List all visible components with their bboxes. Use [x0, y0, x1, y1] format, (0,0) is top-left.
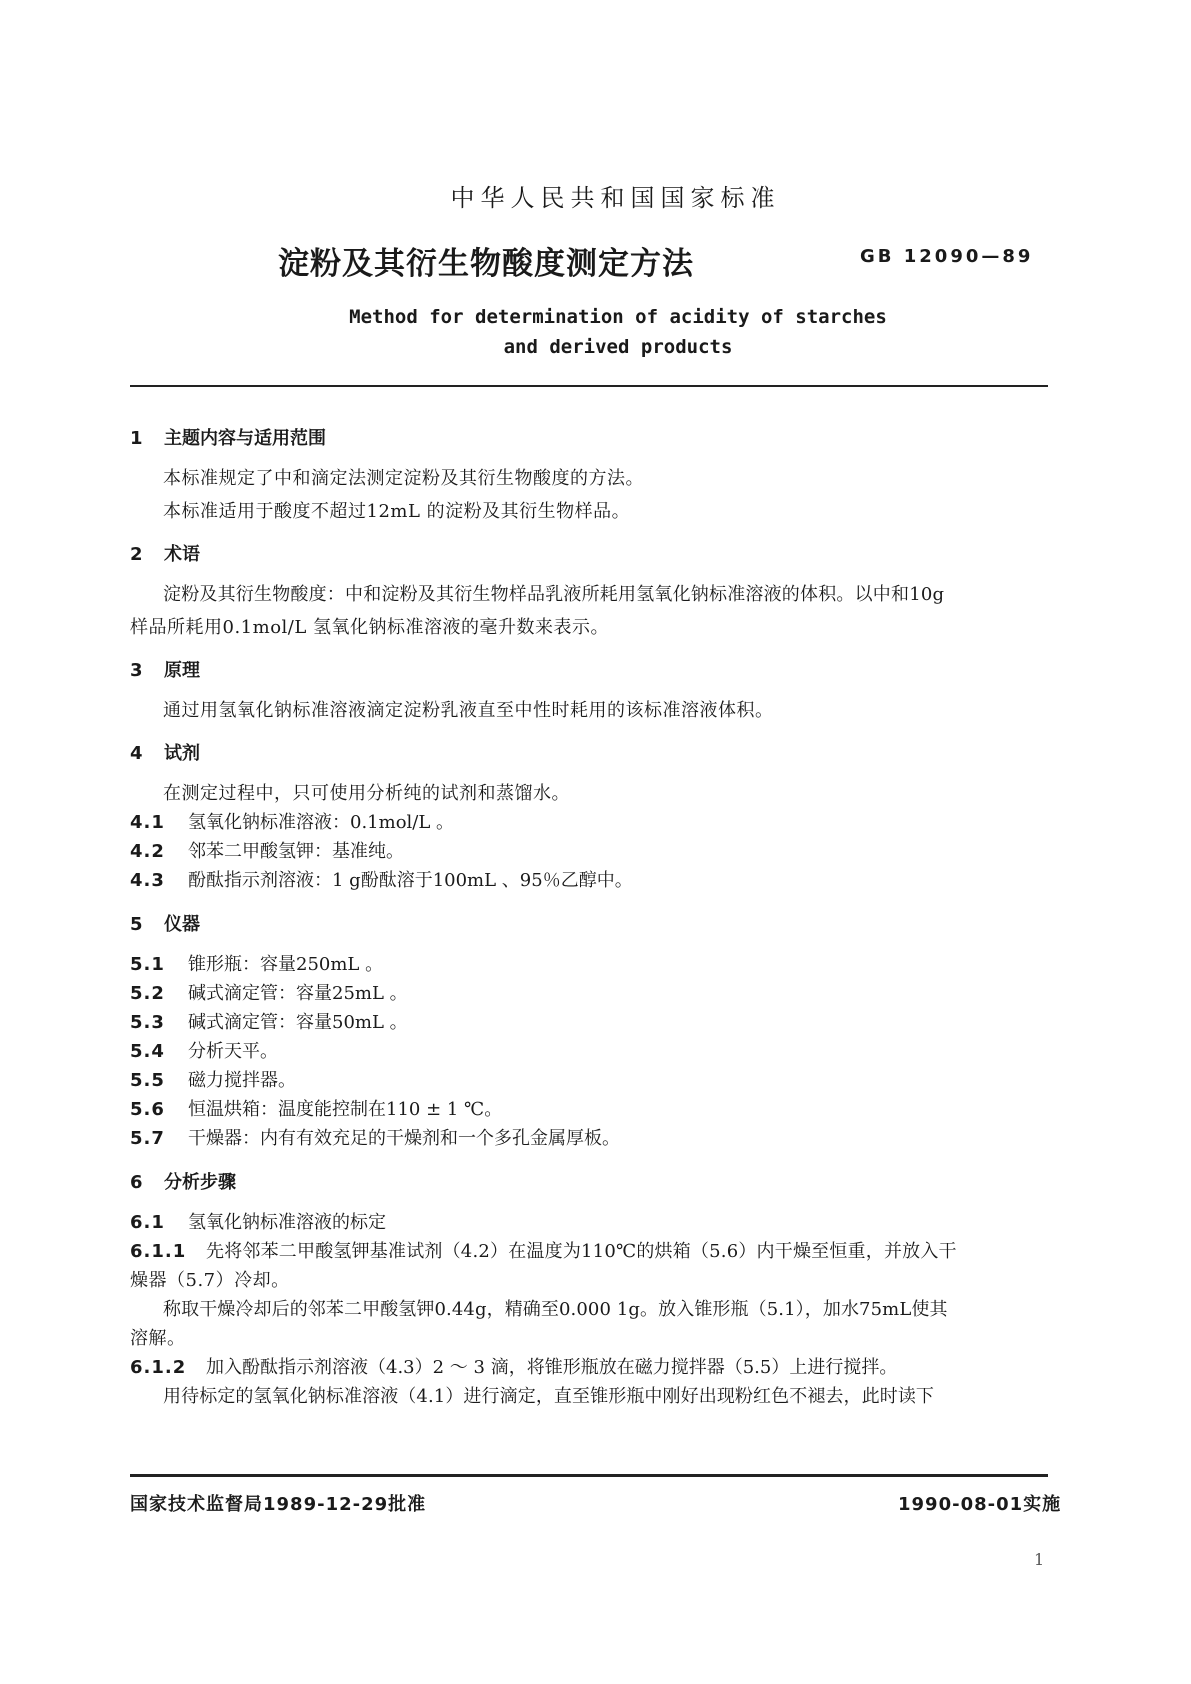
subsection-6-1-heading: [130, 1208, 386, 1234]
item-text: 磁力搅拌器。: [188, 1070, 296, 1091]
apparatus-item: [130, 1124, 620, 1150]
section-4-intro: 在测定过程中，只可使用分析纯的试剂和蒸馏水。: [163, 783, 570, 804]
section-3-paragraph: 通过用氢氧化钠标准溶液滴定淀粉乳液直至中性时耗用的该标准溶液体积。: [163, 700, 774, 721]
header-divider: [130, 385, 1048, 387]
step-6-1-1-line-4: 溶解。: [130, 1328, 186, 1349]
item-text: 邻苯二甲酸氢钾：基准纯。: [188, 841, 404, 862]
section-2-heading: [130, 540, 200, 566]
step-number: 6.1.1: [130, 1241, 187, 1262]
item-number: 5.3: [130, 1012, 165, 1033]
item-number: 5.7: [130, 1128, 165, 1149]
item-number: 4.2: [130, 841, 165, 862]
apparatus-item: [130, 1095, 502, 1121]
item-text: 氢氧化钠标准溶液：0.1mol/L 。: [188, 812, 455, 833]
section-title: 仪器: [164, 914, 200, 935]
section-1-paragraph-2: 本标准适用于酸度不超过12mL 的淀粉及其衍生物样品。: [163, 501, 631, 522]
section-number: 1: [130, 428, 143, 449]
step-6-1-1-line-2: 燥器（5.7）冷却。: [130, 1270, 290, 1291]
section-2-paragraph-line-2: 样品所耗用0.1mol/L 氢氧化钠标准溶液的毫升数来表示。: [130, 617, 610, 638]
section-number: 5: [130, 914, 143, 935]
step-text: 加入酚酞指示剂溶液（4.3）2 ～ 3 滴，将锥形瓶放在磁力搅拌器（5.5）上进行搅拌。: [206, 1357, 898, 1378]
section-number: 2: [130, 544, 143, 565]
section-4-heading: [130, 739, 200, 765]
section-5-heading: [130, 910, 200, 936]
section-number: 3: [130, 660, 143, 681]
reagent-item: [130, 837, 404, 863]
apparatus-item: [130, 1037, 278, 1063]
item-number: 5.2: [130, 983, 165, 1004]
step-text: 先将邻苯二甲酸氢钾基准试剂（4.2）在温度为110℃的烘箱（5.6）内干燥至恒重，并放入干: [206, 1241, 957, 1262]
effective-date: 1990-08-01实施: [898, 1494, 1062, 1515]
item-text: 恒温烘箱：温度能控制在110 ± 1 ℃。: [188, 1099, 503, 1120]
section-2-paragraph-line-1: 淀粉及其衍生物酸度：中和淀粉及其衍生物样品乳液所耗用氢氧化钠标准溶液的体积。以中和10g: [163, 584, 945, 605]
section-3-heading: [130, 656, 200, 682]
section-number: 4: [130, 743, 143, 764]
step-6-1-2-line-2: 用待标定的氢氧化钠标准溶液（4.1）进行滴定，直至锥形瓶中刚好出现粉红色不褪去，此时读下: [163, 1386, 935, 1407]
section-title: 分析步骤: [164, 1172, 236, 1193]
document-title-en-line1: Method for determination of acidity of starches: [349, 306, 887, 328]
apparatus-item: [130, 950, 383, 976]
step-6-1-1-line-1: [130, 1237, 957, 1263]
item-number: 5.4: [130, 1041, 165, 1062]
item-text: 分析天平。: [188, 1041, 278, 1062]
step-number: 6.1.2: [130, 1357, 187, 1378]
apparatus-item: [130, 979, 408, 1005]
section-number: 6: [130, 1172, 143, 1193]
item-number: 5.5: [130, 1070, 165, 1091]
item-text: 锥形瓶：容量250mL 。: [188, 954, 384, 975]
step-6-1-2-line-1: [130, 1353, 897, 1379]
section-title: 主题内容与适用范围: [164, 428, 326, 449]
item-text: 碱式滴定管：容量50mL 。: [188, 1012, 408, 1033]
apparatus-item: [130, 1008, 408, 1034]
item-text: 干燥器：内有有效充足的干燥剂和一个多孔金属厚板。: [188, 1128, 620, 1149]
item-number: 5.6: [130, 1099, 165, 1120]
document-title-en-line2: and derived products: [503, 336, 733, 358]
subsection-number: 6.1: [130, 1212, 165, 1233]
section-1-heading: [130, 424, 326, 450]
item-number: 4.3: [130, 870, 165, 891]
subsection-title: 氢氧化钠标准溶液的标定: [188, 1212, 386, 1233]
section-title: 原理: [164, 660, 200, 681]
apparatus-item: [130, 1066, 296, 1092]
page-number: 1: [1034, 1550, 1045, 1569]
section-1-paragraph-1: 本标准规定了中和滴定法测定淀粉及其衍生物酸度的方法。: [163, 468, 644, 489]
standard-body-heading: 中华人民共和国国家标准: [450, 184, 781, 212]
reagent-item: [130, 866, 633, 892]
step-6-1-1-line-3: 称取干燥冷却后的邻苯二甲酸氢钾0.44g，精确至0.000 1g。放入锥形瓶（5.1），加水75mL使其: [163, 1299, 948, 1320]
standard-number: GB 12090—89: [860, 246, 1034, 267]
footer-divider: [130, 1474, 1048, 1477]
item-number: 5.1: [130, 954, 165, 975]
section-title: 试剂: [164, 743, 200, 764]
section-title: 术语: [164, 544, 200, 565]
section-6-heading: [130, 1168, 236, 1194]
item-text: 碱式滴定管：容量25mL 。: [188, 983, 408, 1004]
item-text: 酚酞指示剂溶液：1 g酚酞溶于100mL 、95％乙醇中。: [188, 870, 633, 891]
document-title-cn: 淀粉及其衍生物酸度测定方法: [278, 246, 694, 282]
approval-date: 国家技术监督局1989-12-29批准: [130, 1494, 427, 1515]
reagent-item: [130, 808, 454, 834]
item-number: 4.1: [130, 812, 165, 833]
